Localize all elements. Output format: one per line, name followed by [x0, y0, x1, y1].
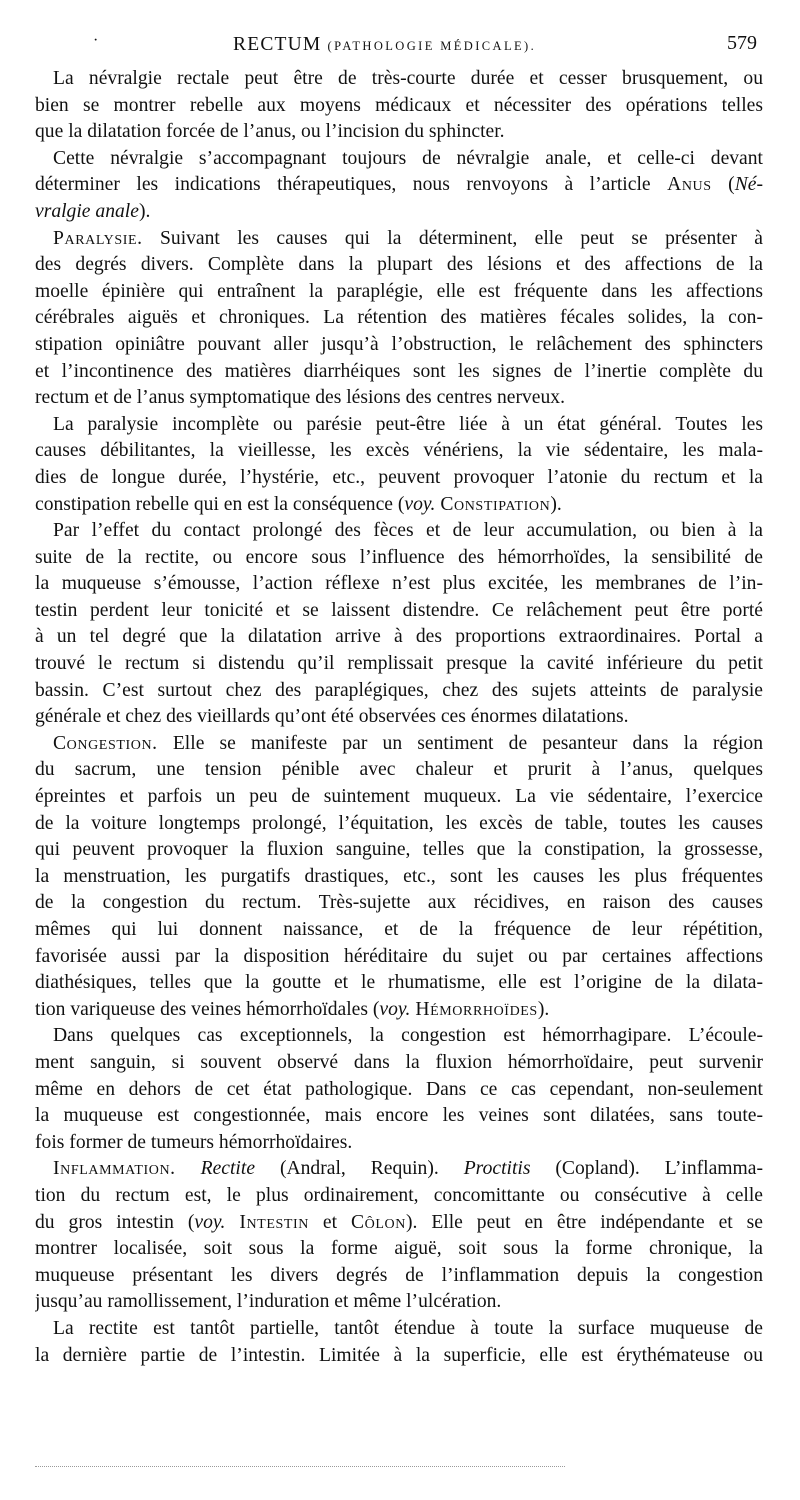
text-run: Elle se manifeste par un sentiment de pesanteur dans la région	[157, 732, 763, 754]
text-line	[35, 252, 763, 279]
text-run: mêmes qui lui donnent naissance, et de la fréquence de leur répétition,	[35, 919, 763, 940]
header-subtitle: (PATHOLOGIE MÉDICALE).	[327, 39, 537, 53]
text-line	[35, 944, 763, 971]
text-run: la muqueuse s’émousse, l’action réflexe n’est plus excitée, les membranes de l’in-	[35, 573, 763, 595]
text-run: même en dehors de cet état pathologique. Dans ce cas cependant, non-seulement	[35, 1078, 763, 1100]
text-line	[35, 624, 763, 651]
text-run: (Copland). L’inflamma-	[530, 1158, 763, 1180]
text-run: Intestin	[239, 1211, 309, 1233]
text-line	[35, 598, 763, 625]
text-line	[35, 757, 763, 784]
text-run: Proctitis	[463, 1158, 531, 1180]
text-run: diathésiques, telles que la goutte et le rhumatisme, elle est l’origine de la dilata-	[35, 972, 763, 994]
text-run: Cette névralgie s’accompagnant toujours de névralgie anale, et celle-ci devant	[53, 147, 763, 169]
text-run: voy.	[194, 1211, 226, 1233]
text-run: montrer localisée, soit sous la forme aiguë, soit sous la forme chronique, la	[35, 1238, 763, 1260]
text-line	[35, 332, 763, 359]
text-line	[35, 1236, 763, 1263]
text-run: bien se montrer rebelle aux moyens médicaux et nécessiter des opérations telles	[35, 94, 763, 116]
text-run: du sacrum, une tension pénible avec chaleur et prurit à l’anus, quelques	[35, 759, 763, 781]
text-run: fois former de tumeurs hémorrhoïdaires.	[35, 1131, 353, 1153]
text-line	[35, 571, 763, 598]
text-run: et	[308, 1211, 351, 1233]
text-line	[35, 864, 763, 891]
footer-rule	[35, 1466, 565, 1467]
text-line	[35, 146, 763, 173]
text-run: favorisée aussi par la disposition héréditaire du sujet ou par certaines affections	[35, 945, 763, 967]
text-line	[35, 784, 763, 811]
text-line	[35, 997, 763, 1024]
text-run	[225, 1212, 239, 1233]
header-title-main: RECTUM	[233, 34, 322, 55]
text-run: suite de la rectite, ou encore sous l’influence des hémorrhoïdes, la sensibilité de	[35, 546, 763, 568]
text-line	[35, 385, 763, 412]
text-line	[35, 890, 763, 917]
text-run: jusqu’au ramollissement, l’induration et même l’ulcération.	[35, 1291, 502, 1313]
text-line	[35, 1289, 763, 1316]
text-run: ). Elle peut en être indépendante et se	[405, 1211, 763, 1233]
text-line	[35, 731, 763, 758]
text-line	[35, 1156, 763, 1183]
text-run: La paralysie incomplète ou parésie peut-être liée à un état général. Toutes les	[53, 413, 763, 435]
text-run: la muqueuse est congestionnée, mais encore les veines sont dilatées, sans toute-	[35, 1105, 763, 1127]
text-run: (Andral, Requin).	[255, 1158, 464, 1180]
text-run: épreintes et parfois un peu de suintement muqueux. La vie sédentaire, l’exercice	[35, 786, 763, 808]
text-line	[35, 172, 763, 199]
text-line	[35, 1210, 763, 1237]
text-run: de la congestion du rectum. Très-sujette aux récidives, en raison des causes	[35, 892, 763, 914]
text-run: de la voiture longtemps prolongé, l’équitation, les excès de table, toutes les causes	[35, 812, 763, 834]
text-line	[35, 119, 763, 146]
text-run: bassin. C’est surtout chez des paraplégiques, chez des sujets atteints de paralysie	[35, 679, 763, 701]
text-run: qui peuvent provoquer la fluxion sanguine, telles que la constipation, la grossesse,	[35, 839, 763, 861]
text-line	[35, 1050, 763, 1077]
text-run: trouvé le rectum si distendu qu’il remplissait presque la cavité inférieure du petit	[35, 653, 763, 675]
text-run: La rectite est tantôt partielle, tantôt étendue à toute la surface muqueuse de	[53, 1317, 763, 1339]
text-line	[35, 1263, 763, 1290]
text-run: la dernière partie de l’intestin. Limitée à la superficie, elle est érythémateuse ou	[35, 1344, 763, 1366]
body-text	[35, 66, 763, 1369]
text-line	[35, 651, 763, 678]
text-run: constipation rebelle qui en est la conséquence (	[35, 493, 405, 515]
text-run: testin perdent leur tonicité et se laissent distendre. Ce relâchement peut être porté	[35, 599, 763, 621]
text-run: causes débilitantes, la vieillesse, les excès vénériens, la vie sédentaire, les mala-	[35, 440, 763, 462]
text-line	[35, 305, 763, 332]
text-line	[35, 518, 763, 545]
text-run: déterminer les indications thérapeutiques, nous renvoyons à l’article	[35, 174, 668, 196]
text-run: ment sanguin, si souvent observé dans la fluxion hémorrhoïdaire, peut survenir	[35, 1051, 763, 1073]
page-number: 579	[727, 32, 757, 54]
text-run: Paralysie.	[53, 227, 143, 249]
header-title	[233, 34, 536, 56]
text-run: Côlon	[351, 1211, 406, 1233]
text-run: Dans quelques cas exceptionnels, la congestion est hémorrhagipare. L’écoule-	[53, 1025, 763, 1047]
text-line	[35, 837, 763, 864]
text-run: tion du rectum est, le plus ordinairement, concomittante ou consécutive à celle	[35, 1184, 763, 1206]
text-line	[35, 93, 763, 120]
text-run: la menstruation, les purgatifs drastiques, etc., sont les causes les plus fréquentes	[35, 865, 763, 887]
text-line	[35, 811, 763, 838]
text-run: générale et chez des vieillards qu’ont été observées ces énormes dilatations.	[35, 706, 629, 728]
text-run: ).	[138, 200, 151, 222]
text-line	[35, 1316, 763, 1343]
text-run: voy.	[379, 998, 411, 1020]
text-run: dies de longue durée, l’hystérie, etc., peuvent provoquer l’atonie du rectum et la	[35, 466, 763, 488]
text-line	[35, 226, 763, 253]
text-line	[35, 492, 763, 519]
text-run: ).	[537, 998, 550, 1020]
running-header	[0, 30, 800, 64]
text-run: à un tel degré que la dilatation arrive à des proportions extraordinaires. Portal a	[35, 626, 763, 648]
text-line	[35, 678, 763, 705]
text-line	[35, 359, 763, 386]
text-run	[176, 1158, 201, 1179]
text-run: Rectite	[200, 1158, 256, 1180]
text-run: muqueuse présentant les divers degrés de l’inflammation depuis la congestion	[35, 1264, 763, 1286]
text-line	[35, 438, 763, 465]
text-run: que la dilatation forcée de l’anus, ou l’incision du sphincter.	[35, 121, 505, 143]
text-run: Inflammation.	[53, 1158, 176, 1180]
text-run: cérébrales aiguës et chroniques. La rétention des matières fécales solides, la con-	[35, 307, 763, 329]
text-run: Par l’effet du contact prolongé des fèces et de leur accumulation, ou bien à la	[53, 520, 763, 542]
text-run: ).	[550, 493, 562, 515]
text-run: et l’incontinence des matières diarrhéiques sont les signes de l’inertie complète du	[35, 360, 763, 382]
text-run: Constipation	[440, 493, 551, 515]
text-run: tion variqueuse des veines hémorrhoïdales (	[35, 998, 380, 1020]
text-run: rectum et de l’anus symptomatique des lésions des centres nerveux.	[35, 387, 565, 409]
text-line	[35, 1023, 763, 1050]
text-line	[35, 545, 763, 572]
text-run: Né-	[734, 174, 763, 196]
header-mark: ·	[93, 32, 99, 49]
text-run: Anus	[667, 174, 712, 196]
text-line	[35, 1183, 763, 1210]
text-run: des degrés divers. Complète dans la plupart des lésions et des affections de la	[35, 254, 763, 276]
text-line	[35, 1077, 763, 1104]
text-line	[35, 1343, 763, 1370]
text-run: moelle épinière qui entraînent la paraplégie, elle est fréquente dans les affections	[35, 280, 763, 302]
text-line	[35, 465, 763, 492]
text-line	[35, 970, 763, 997]
text-line	[35, 199, 763, 226]
text-run: La névralgie rectale peut être de très-courte durée et cesser brusquement, ou	[53, 68, 763, 89]
text-run: stipation opiniâtre pouvant aller jusqu’à l’obstruction, le relâchement des sphincters	[35, 333, 763, 355]
text-run: Suivant les causes qui la déterminent, elle peut se présenter à	[142, 227, 763, 249]
text-run: (	[711, 174, 735, 196]
text-line	[35, 1130, 763, 1157]
text-line	[35, 66, 763, 93]
text-run: du gros intestin (	[35, 1211, 195, 1233]
text-line	[35, 704, 763, 731]
text-run: vralgie anale	[35, 200, 139, 222]
text-line	[35, 917, 763, 944]
text-line	[35, 1103, 763, 1130]
text-line	[35, 412, 763, 439]
text-run: Hémorrhoïdes	[415, 998, 538, 1020]
text-run: voy.	[404, 493, 436, 515]
text-run: Congestion.	[53, 732, 158, 754]
text-line	[35, 279, 763, 306]
